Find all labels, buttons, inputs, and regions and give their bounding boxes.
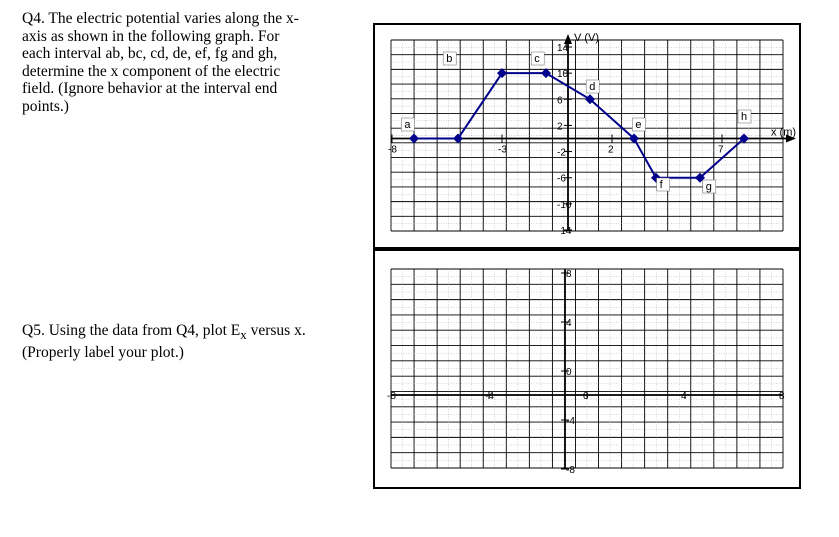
q5-subscript: x <box>240 327 247 343</box>
y-tick-label: 14 <box>557 43 569 54</box>
graph-field <box>374 250 800 488</box>
y-tick-label: 10 <box>557 69 569 81</box>
graph-potential <box>374 24 800 248</box>
y-tick-label: -6 <box>557 173 566 185</box>
q5-line-2: (Properly label your plot.) <box>22 343 184 361</box>
x-tick-label: 7 <box>718 144 724 156</box>
q4-line: determine the x component of the electric <box>22 62 281 80</box>
point-label-box <box>657 178 670 191</box>
x-axis-label: x (m) <box>771 126 797 139</box>
y-tick-label: 0 <box>566 367 572 378</box>
x-tick-label: 8 <box>779 391 785 402</box>
y-tick-label: -14 <box>557 226 572 237</box>
x-tick-label: 0 <box>583 391 589 402</box>
point-label-d: d <box>589 81 596 93</box>
q4-line: Q4. The electric potential varies along the x- <box>22 10 299 27</box>
x-tick-label: 2 <box>608 144 614 156</box>
y-tick-label: 8 <box>566 269 572 280</box>
y-tick-label: -2 <box>557 147 566 159</box>
q4-line: field. (Ignore behavior at the interval end <box>22 80 278 97</box>
x-tick-label: -4 <box>485 391 494 402</box>
q4-line: axis as shown in the following graph. For <box>22 27 280 45</box>
point-label-c: c <box>534 53 540 65</box>
point-label-a: a <box>404 119 411 131</box>
point-label-g: g <box>705 181 712 193</box>
y-tick-label: -10 <box>557 199 572 211</box>
y-tick-label: -4 <box>566 416 575 427</box>
x-tick-label: -8 <box>387 391 396 402</box>
y-tick-label: 6 <box>557 95 563 107</box>
data-point <box>409 134 419 144</box>
q5-suffix: versus x. <box>246 322 306 339</box>
point-label-h: h <box>741 111 748 123</box>
y-tick-label: 4 <box>566 318 572 329</box>
point-label-f: f <box>659 179 663 191</box>
x-tick-label: -3 <box>498 144 507 156</box>
y-tick-label: -8 <box>566 465 575 476</box>
potential-line <box>414 73 744 178</box>
point-label-e: e <box>635 119 642 131</box>
y-axis-label: V (V) <box>574 32 600 44</box>
point-label-b: b <box>446 53 453 65</box>
x-tick-label: -8 <box>388 144 397 156</box>
q4-line: points.) <box>22 97 69 115</box>
y-tick-label: 2 <box>557 121 563 133</box>
x-tick-label: 4 <box>681 391 687 402</box>
q4-line: each interval ab, bc, cd, de, ef, fg and gh, <box>22 45 278 62</box>
q5-prefix: Q5. Using the data from Q4, plot E <box>22 322 241 339</box>
